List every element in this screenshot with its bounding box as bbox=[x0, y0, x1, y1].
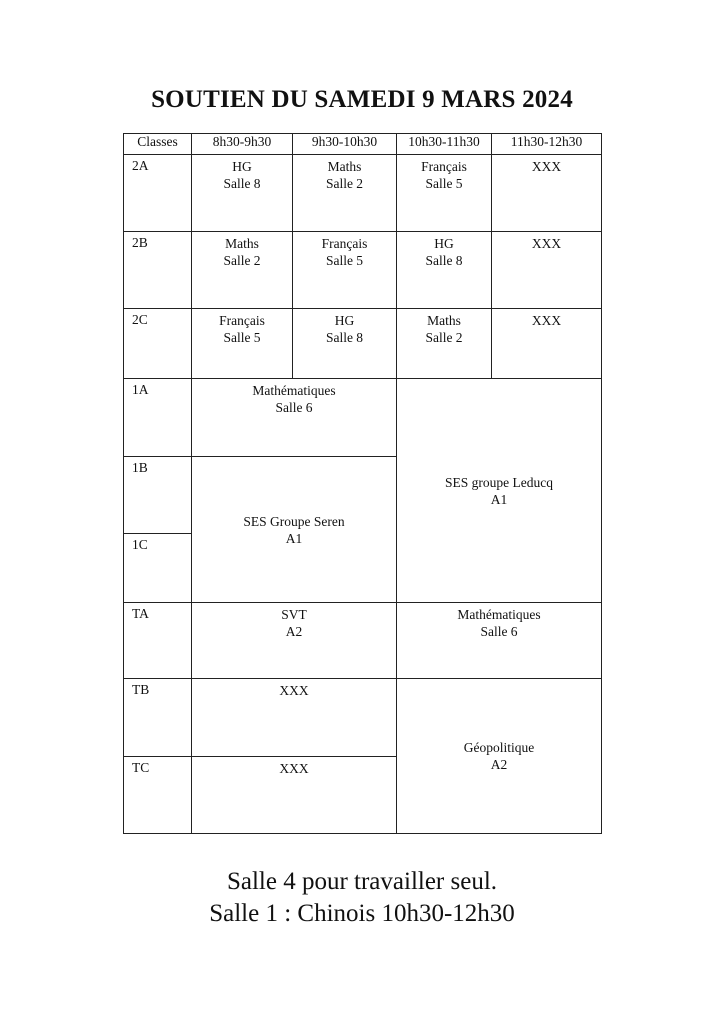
class-label: 1C bbox=[124, 534, 192, 603]
schedule-cell bbox=[397, 232, 492, 309]
schedule-cell bbox=[293, 309, 397, 379]
header-slot-4: 11h30-12h30 bbox=[492, 134, 602, 155]
subject: SES groupe Leducq bbox=[445, 474, 553, 490]
subject: Maths bbox=[327, 159, 362, 174]
schedule-cell: XXX bbox=[492, 309, 602, 379]
class-label: 1A bbox=[124, 379, 192, 457]
row-2b bbox=[124, 232, 602, 309]
subject: HG bbox=[334, 313, 355, 328]
schedule-cell bbox=[192, 232, 293, 309]
subject: HG bbox=[232, 159, 252, 174]
schedule-cell bbox=[192, 603, 397, 679]
room: Salle 5 bbox=[425, 176, 463, 191]
schedule-cell bbox=[397, 309, 492, 379]
schedule-cell: XXX bbox=[192, 679, 397, 757]
subject: Maths bbox=[427, 313, 461, 328]
room: Salle 2 bbox=[223, 253, 261, 268]
room: Salle 8 bbox=[325, 330, 364, 345]
subject: Mathématiques bbox=[252, 383, 336, 398]
schedule-cell: XXX bbox=[492, 232, 602, 309]
room: Salle 5 bbox=[223, 330, 261, 345]
subject: Français bbox=[321, 236, 368, 251]
header-classes: Classes bbox=[124, 134, 192, 155]
schedule-cell bbox=[397, 603, 602, 679]
room: A2 bbox=[285, 624, 303, 639]
room: Salle 2 bbox=[325, 176, 364, 191]
class-label: TC bbox=[124, 757, 192, 834]
row-2c bbox=[124, 309, 602, 379]
schedule-table bbox=[123, 133, 602, 834]
schedule-cell bbox=[293, 232, 397, 309]
subject: SES Groupe Seren bbox=[243, 513, 345, 529]
subject: HG bbox=[434, 236, 454, 251]
subject: Mathématiques bbox=[457, 607, 541, 622]
row-1a bbox=[124, 379, 602, 457]
header-slot-2: 9h30-10h30 bbox=[293, 134, 397, 155]
room: A1 bbox=[285, 530, 303, 546]
row-2a bbox=[124, 155, 602, 232]
header-slot-3: 10h30-11h30 bbox=[397, 134, 492, 155]
room: Salle 8 bbox=[223, 176, 261, 191]
subject: Maths bbox=[225, 236, 259, 251]
room: A1 bbox=[490, 491, 508, 507]
schedule-cell bbox=[192, 457, 397, 603]
room: Salle 2 bbox=[425, 330, 463, 345]
schedule-cell bbox=[192, 379, 397, 457]
class-label: 2A bbox=[124, 155, 192, 232]
page-title: SOUTIEN DU SAMEDI 9 MARS 2024 bbox=[151, 86, 573, 113]
schedule-cell bbox=[293, 155, 397, 232]
schedule-cell: XXX bbox=[492, 155, 602, 232]
schedule-cell bbox=[397, 155, 492, 232]
footer-note-2: Salle 1 : Chinois 10h30-12h30 bbox=[209, 900, 515, 927]
schedule-cell bbox=[397, 379, 602, 603]
room: A2 bbox=[490, 757, 508, 772]
schedule-cell bbox=[192, 155, 293, 232]
room: Salle 5 bbox=[325, 253, 364, 268]
subject: Français bbox=[421, 159, 467, 174]
class-label: TB bbox=[124, 679, 192, 757]
subject: Français bbox=[219, 313, 265, 328]
class-label: 2C bbox=[124, 309, 192, 379]
class-label: 1B bbox=[124, 457, 192, 534]
room: Salle 6 bbox=[275, 400, 313, 415]
header-row bbox=[124, 134, 602, 155]
schedule-cell bbox=[397, 679, 602, 834]
room: Salle 6 bbox=[480, 624, 518, 639]
footer-note-1: Salle 4 pour travailler seul. bbox=[226, 868, 498, 895]
schedule-cell bbox=[192, 309, 293, 379]
class-label: TA bbox=[124, 603, 192, 679]
row-ta bbox=[124, 603, 602, 679]
room: Salle 8 bbox=[425, 253, 463, 268]
subject: SVT bbox=[281, 607, 307, 622]
row-tb bbox=[124, 679, 602, 757]
header-slot-1: 8h30-9h30 bbox=[192, 134, 293, 155]
subject: Géopolitique bbox=[463, 740, 535, 755]
schedule-cell: XXX bbox=[192, 757, 397, 834]
class-label: 2B bbox=[124, 232, 192, 309]
